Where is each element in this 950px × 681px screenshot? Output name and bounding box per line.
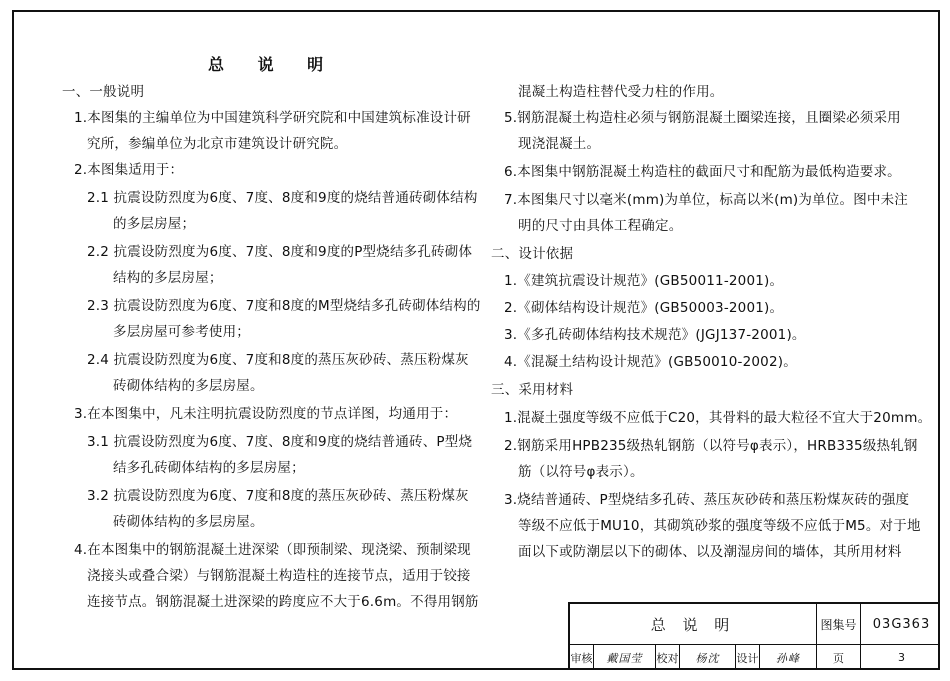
atlas-number: 03G363 xyxy=(872,616,931,632)
check-label: 校对 xyxy=(656,645,680,670)
text-line: 5.钢筋混凝土构造柱必须与钢筋混凝土圈梁连接，且圈梁必须采用 xyxy=(504,110,901,126)
text-line: 等级不应低于MU10，其砌筑砂浆的强度等级不应低于M5。对于地 xyxy=(518,518,921,534)
section-heading: 三、采用材料 xyxy=(491,382,574,398)
title-block-row-main xyxy=(570,604,940,645)
text-line: 砖砌体结构的多层房屋。 xyxy=(113,514,264,530)
text-line: 2.《砌体结构设计规范》(GB50003-2001)。 xyxy=(504,300,784,316)
text-line: 2.2 抗震设防烈度为6度、7度、8度和9度的P型烧结多孔砖砌体 xyxy=(87,244,473,260)
check-signature: 杨沈 xyxy=(680,645,736,670)
design-label: 设计 xyxy=(736,645,760,670)
review-signature: 戴国莹 xyxy=(594,645,656,670)
text-line: 3.2 抗震设防烈度为6度、7度和8度的蒸压灰砂砖、蒸压粉煤灰 xyxy=(87,488,469,504)
page-label: 页 xyxy=(817,645,861,670)
text-line: 7.本图集尺寸以毫米(mm)为单位，标高以米(m)为单位。图中未注 xyxy=(504,192,908,208)
section-heading: 二、设计依据 xyxy=(491,246,574,262)
text-line: 的多层房屋； xyxy=(113,216,196,232)
text-line: 连接节点。钢筋混凝土进深梁的跨度应不大于6.6m。不得用钢筋 xyxy=(87,594,479,610)
text-line: 1.混凝土强度等级不应低于C20，其骨料的最大粒径不宜大于20mm。 xyxy=(504,410,932,426)
title-block-row-signatures xyxy=(570,645,940,670)
text-line: 3.1 抗震设防烈度为6度、7度、8度和9度的烧结普通砖、P型烧 xyxy=(87,434,473,450)
text-line: 4.在本图集中的钢筋混凝土进深梁（即预制梁、现浇梁、预制梁现 xyxy=(74,542,471,558)
text-line: 究所，参编单位为北京市建筑设计研究院。 xyxy=(87,136,348,152)
text-line: 多层房屋可参考使用； xyxy=(113,324,250,340)
text-line: 2.钢筋采用HPB235级热轧钢筋（以符号φ表示），HRB335级热轧钢 xyxy=(504,438,918,454)
text-line: 2.本图集适用于： xyxy=(74,162,184,178)
title-block xyxy=(568,602,940,670)
text-line: 现浇混凝土。 xyxy=(518,136,601,152)
text-line: 2.3 抗震设防烈度为6度、7度和8度的M型烧结多孔砖砌体结构的 xyxy=(87,298,481,314)
section-heading: 一、一般说明 xyxy=(62,84,145,100)
text-line: 2.1 抗震设防烈度为6度、7度、8度和9度的烧结普通砖砌体结构 xyxy=(87,190,478,206)
page-number: 3 xyxy=(898,651,905,664)
text-line: 3.烧结普通砖、P型烧结多孔砖、蒸压灰砂砖和蒸压粉煤灰砖的强度 xyxy=(504,492,910,508)
text-line: 明的尺寸由具体工程确定。 xyxy=(518,218,683,234)
text-line: 4.《混凝土结构设计规范》(GB50010-2002)。 xyxy=(504,354,797,370)
page-title: 总 说 明 xyxy=(208,55,338,74)
text-line: 筋（以符号φ表示）。 xyxy=(518,464,644,480)
text-line: 砖砌体结构的多层房屋。 xyxy=(113,378,264,394)
text-line: 3.《多孔砖砌体结构技术规范》(JGJ137-2001)。 xyxy=(504,327,806,343)
review-label: 审核 xyxy=(570,645,594,670)
text-line: 浇接头或叠合梁）与钢筋混凝土构造柱的连接节点，适用于铰接 xyxy=(87,568,471,584)
text-line: 1.本图集的主编单位为中国建筑科学研究院和中国建筑标准设计研 xyxy=(74,110,471,126)
text-line: 2.4 抗震设防烈度为6度、7度和8度的蒸压灰砂砖、蒸压粉煤灰 xyxy=(87,352,469,368)
atlas-number-label: 图集号 xyxy=(817,604,861,644)
text-line: 3.在本图集中，凡未注明抗震设防烈度的节点详图，均通用于： xyxy=(74,406,458,422)
text-line: 1.《建筑抗震设计规范》(GB50011-2001)。 xyxy=(504,273,784,289)
text-line: 混凝土构造柱替代受力柱的作用。 xyxy=(518,84,724,100)
text-line: 结构的多层房屋； xyxy=(113,270,223,286)
title-block-name: 总 说 明 xyxy=(570,604,817,644)
design-signature: 孙峰 xyxy=(760,645,817,670)
text-line: 结多孔砖砌体结构的多层房屋； xyxy=(113,460,305,476)
text-line: 6.本图集中钢筋混凝土构造柱的截面尺寸和配筋为最低构造要求。 xyxy=(504,164,901,180)
text-line: 面以下或防潮层以下的砌体、以及潮湿房间的墙体，其所用材料 xyxy=(518,544,902,560)
